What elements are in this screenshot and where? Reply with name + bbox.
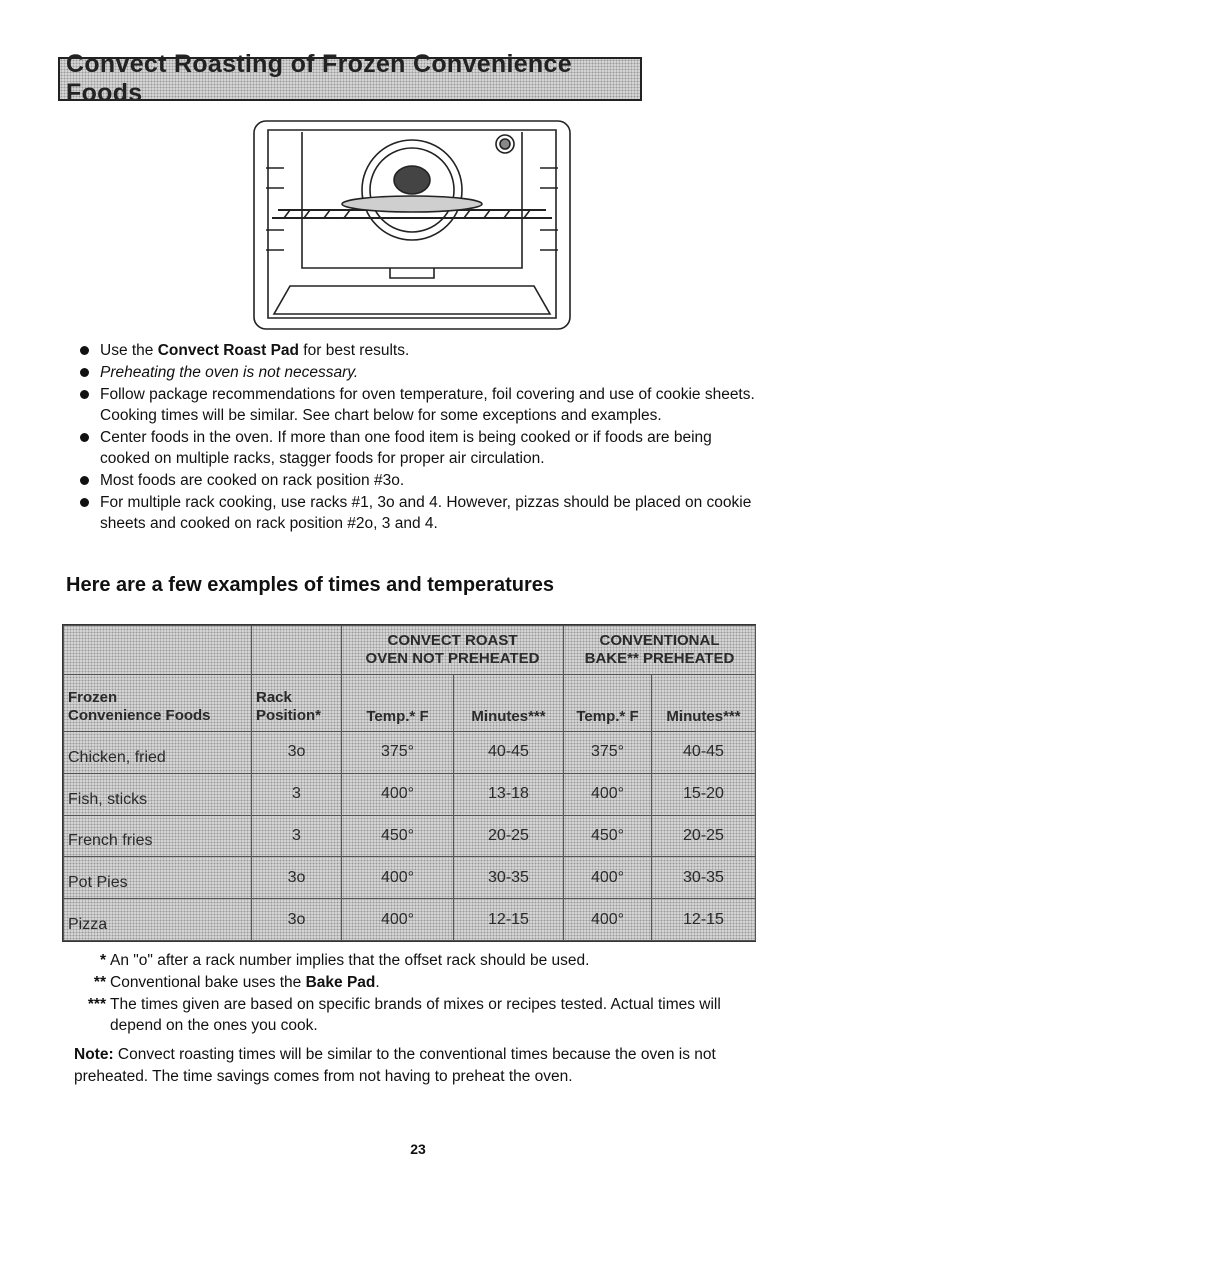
oven-floor xyxy=(274,286,550,314)
footnote-text: Conventional bake uses the Bake Pad. xyxy=(110,974,380,991)
food-on-rack xyxy=(342,196,482,212)
minutes-convect-cell: 12-15 xyxy=(454,899,564,941)
temp-conventional-cell: 400° xyxy=(564,773,652,815)
minutes-conventional-cell: 12-15 xyxy=(652,899,756,941)
title-banner xyxy=(58,50,642,107)
footnote-text: An "o" after a rack number implies that the offset rack should be used. xyxy=(110,952,590,969)
minutes-conventional-cell: 20-25 xyxy=(652,815,756,857)
minutes-conventional-cell: 40-45 xyxy=(652,732,756,774)
temp-conventional-cell: 375° xyxy=(564,732,652,774)
temp-conventional-cell: 450° xyxy=(564,815,652,857)
cooking-chart xyxy=(62,624,756,942)
table-row xyxy=(64,815,756,857)
minutes-convect-cell: 13-18 xyxy=(454,773,564,815)
food-cell: French fries xyxy=(64,815,252,857)
rack-cell: 3 xyxy=(252,815,342,857)
temp-convect-cell: 400° xyxy=(342,857,454,899)
footnote-text: The times given are based on specific brands of mixes or recipes tested. Actual times will depend on the ones you cook. xyxy=(110,996,721,1034)
column-header-temp-convect: Temp.* F xyxy=(342,675,454,732)
rack-cell: 3o xyxy=(252,857,342,899)
minutes-convect-cell: 20-25 xyxy=(454,815,564,857)
page-number: 23 xyxy=(410,1141,426,1157)
table-row xyxy=(64,732,756,774)
temp-convect-cell: 450° xyxy=(342,815,454,857)
section-heading: Here are a few examples of times and temperatures xyxy=(66,574,554,596)
fan-grille xyxy=(394,166,430,194)
column-header-rack: Rack Position* xyxy=(252,675,342,732)
list-item: Use the Convect Roast Pad for best results. xyxy=(76,340,756,361)
footnote-mark: *** xyxy=(87,996,106,1013)
page-title: Convect Roasting of Frozen Convenience Foods xyxy=(66,50,572,107)
footnote-mark: ** xyxy=(93,974,106,991)
column-header-food: Frozen Convenience Foods xyxy=(64,675,252,732)
conventional-bake-group-header: CONVENTIONAL BAKE** PREHEATED xyxy=(564,626,756,675)
food-cell: Pizza xyxy=(64,899,252,941)
food-cell: Chicken, fried xyxy=(64,732,252,774)
minutes-conventional-cell: 15-20 xyxy=(652,773,756,815)
temp-conventional-cell: 400° xyxy=(564,899,652,941)
list-item: Follow package recommendations for oven temperature, foil covering and use of cookie sheets. Cooking times will be similar. See chart below for some exceptions and examples. xyxy=(76,384,756,426)
rack-cell: 3o xyxy=(252,732,342,774)
footnotes xyxy=(72,950,762,1037)
column-header-minutes-conventional: Minutes*** xyxy=(652,675,756,732)
minutes-convect-cell: 30-35 xyxy=(454,857,564,899)
food-cell: Fish, sticks xyxy=(64,773,252,815)
temp-conventional-cell: 400° xyxy=(564,857,652,899)
note-text: Convect roasting times will be similar to the conventional times because the oven is not preheated. The time savings comes from not having to preheat the oven. xyxy=(74,1046,716,1085)
minutes-convect-cell: 40-45 xyxy=(454,732,564,774)
footnote xyxy=(72,994,762,1036)
note-paragraph xyxy=(74,1044,764,1088)
column-header-minutes-convect: Minutes*** xyxy=(454,675,564,732)
rack-cell: 3o xyxy=(252,899,342,941)
convect-roast-group-header: CONVECT ROAST OVEN NOT PREHEATED xyxy=(342,626,564,675)
food-cell: Pot Pies xyxy=(64,857,252,899)
footnote xyxy=(72,972,762,993)
footnote xyxy=(72,950,762,971)
table-row xyxy=(64,899,756,941)
column-header-temp-conventional: Temp.* F xyxy=(564,675,652,732)
table-row xyxy=(64,857,756,899)
temp-convect-cell: 375° xyxy=(342,732,454,774)
footnote-mark: * xyxy=(99,952,106,969)
temp-convect-cell: 400° xyxy=(342,773,454,815)
table-group-header-row xyxy=(64,626,756,675)
list-item: Most foods are cooked on rack position #3o. xyxy=(76,470,756,491)
rack-cell: 3 xyxy=(252,773,342,815)
table-row xyxy=(64,773,756,815)
instruction-list xyxy=(76,340,756,535)
minutes-conventional-cell: 30-35 xyxy=(652,857,756,899)
list-item: Preheating the oven is not necessary. xyxy=(76,362,756,383)
cooking-table xyxy=(63,625,756,941)
table-header-row xyxy=(64,675,756,732)
oven-illustration xyxy=(250,118,574,333)
temp-convect-cell: 400° xyxy=(342,899,454,941)
list-item: For multiple rack cooking, use racks #1, 3o and 4. However, pizzas should be placed on cookie sheets and cooked on rack position #2o, 3 and 4. xyxy=(76,492,756,534)
oven-cavity xyxy=(268,130,556,318)
note-label: Note: xyxy=(74,1046,114,1063)
list-item: Center foods in the oven. If more than one food item is being cooked or if foods are being cooked on multiple racks, stagger foods for proper air circulation. xyxy=(76,427,756,469)
